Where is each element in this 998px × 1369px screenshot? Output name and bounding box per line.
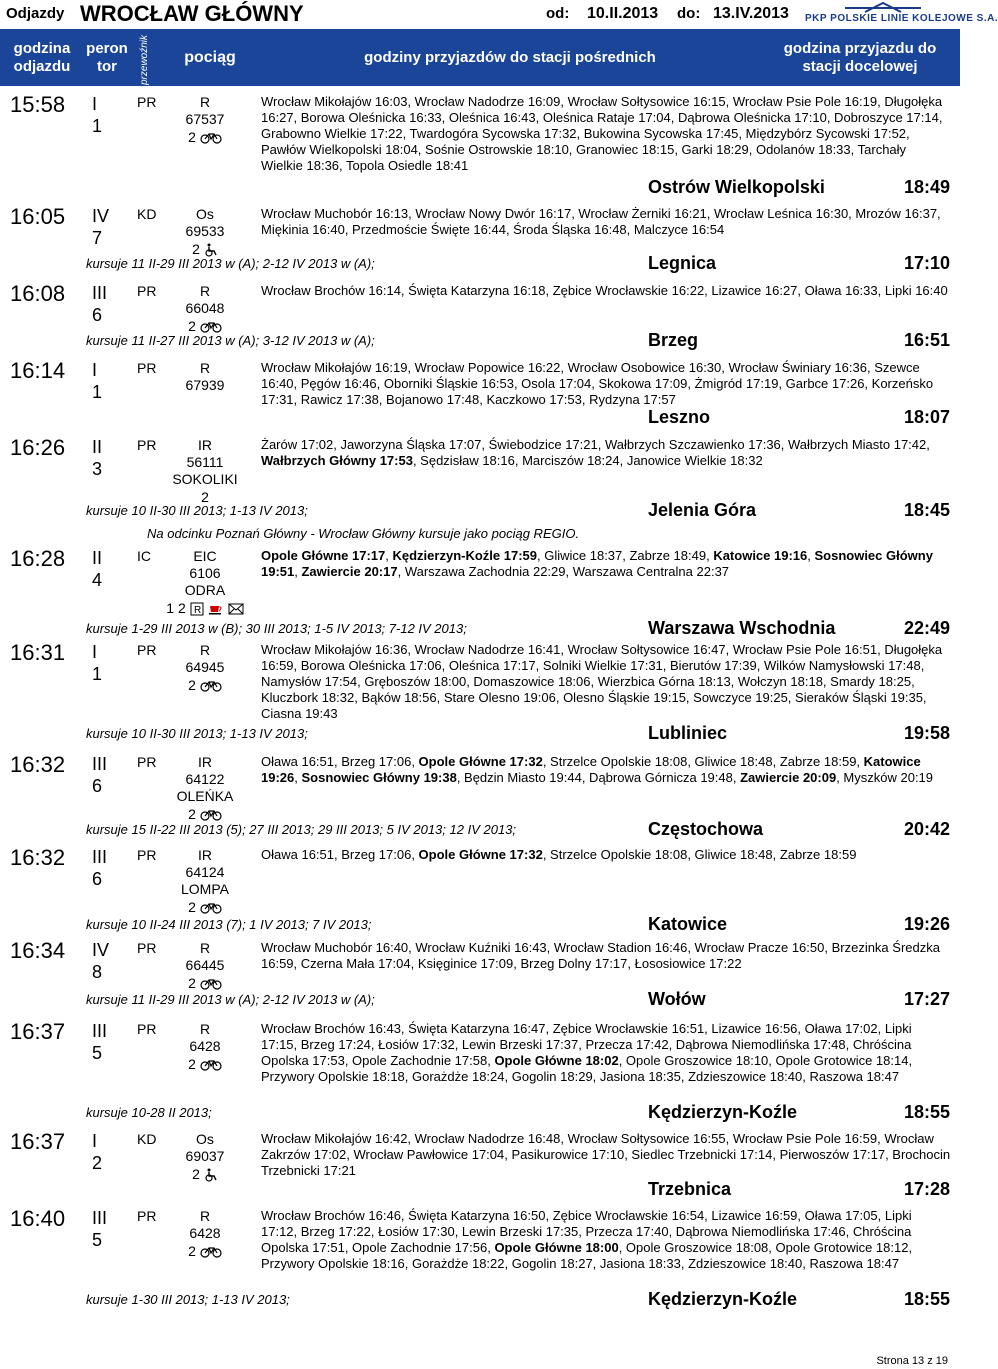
schedule-note: kursuje 10 II-30 III 2013; 1-13 IV 2013; xyxy=(86,503,308,518)
stop-segment: Wrocław Muchobór 16:13, Wrocław Nowy Dwór 16:17, Wrocław Żerniki 16:21, Wrocław Leśnica 16:30, Mrozów 16:37, Miękinia 16:40, Przedmoście Święte 16:44, Środa Śląska 16:48, Malczyce 16:54 xyxy=(261,206,941,237)
class-label: 2 xyxy=(188,899,196,915)
train-classes xyxy=(160,1166,250,1182)
platform-number: I xyxy=(92,1131,98,1151)
track-number: 5 xyxy=(92,1230,103,1250)
train-classes xyxy=(160,1056,250,1072)
class-label: 2 xyxy=(188,806,196,822)
stop-segment: Kędzierzyn-Koźle 17:59 xyxy=(392,548,537,563)
destination-station: Częstochowa xyxy=(648,819,764,839)
track-number: 2 xyxy=(92,1153,103,1173)
departure-time: 16:28 xyxy=(10,546,66,571)
platform-number: I xyxy=(92,642,98,662)
track-number: 7 xyxy=(92,228,103,248)
stop-segment: Opole Główne 17:32 xyxy=(418,754,543,769)
intermediate-stops xyxy=(261,548,951,580)
stop-segment: Zawiercie 20:09 xyxy=(740,770,837,785)
bicycle-icon xyxy=(200,1059,222,1071)
stop-segment: Wrocław Mikołajów 16:03, Wrocław Nadodrze 16:09, Wrocław Sołtysowice 16:15, Wrocław Psie Pole 16:19, Długołęka 16:27, Borowa Oleśnicka 16:33, Oleśnica 16:43, Oleśnica Rataje 17:04, Dąbrowa Oleśnicka 17:10, Dobroszyce 17:14, Grabowno Wielkie 17:22, Twardogóra Sycowska 17:32, Bukowina Sycowska 17:45, Międzybórz Sycowski 17:52, Pawłów Wielkopolski 18:04, Sośnie Ostrowskie 18:10, Granowiec 18:15, Garki 18:29, Odolanów 18:33, Tarchały Wielkie 18:36, Topola Osiedle 18:41 xyxy=(261,94,943,173)
stop-segment: , xyxy=(807,548,815,563)
platform-number: III xyxy=(92,1208,108,1228)
bicycle-icon xyxy=(200,680,222,692)
stop-segment: Wrocław Brochów 16:43, Święta Katarzyna 16:47, Zębice Wrocławskie 16:51, Lizawice 16:56, Oława 17:02, Lipki 17:15, Brzeg 17:24, Łosiów 17:32, Lewin Brzeski 17:37, Przecza 17:42, Dąbrowa Niemodlińska 17:48, Chróścina Opolska 17:53, Opole Zachodnie 17:58, xyxy=(261,1021,912,1068)
train-number: 6428 xyxy=(189,1038,221,1054)
stop-segment: , Opole Groszowice 18:10, Opole Grotowice 18:14, Przywory Opolskie 18:18, Gorażdże 18:24, Gogolin 18:29, Jasiona 18:35, Zdzieszowice 18:40, Raszowa 18:47 xyxy=(261,1053,913,1084)
track-number: 1 xyxy=(92,116,103,136)
train-category: R xyxy=(199,1208,211,1224)
arrival-time: 18:07 xyxy=(903,407,950,427)
stop-segment: Sosnowiec Główny 19:38 xyxy=(301,770,457,785)
bicycle-icon xyxy=(200,978,222,990)
platform-number: IV xyxy=(92,206,110,226)
header-departure-time: godzina odjazdu xyxy=(13,40,71,75)
arrival-time: 19:58 xyxy=(903,723,950,743)
arrival-time: 18:55 xyxy=(903,1102,950,1122)
stop-segment: , xyxy=(385,548,393,563)
carrier-code: PR xyxy=(137,940,157,956)
departure-time: 16:05 xyxy=(10,204,66,229)
track-number: 8 xyxy=(92,962,103,982)
train-category: R xyxy=(199,94,211,110)
class-label: 2 xyxy=(188,318,196,334)
track-number: 1 xyxy=(92,664,103,684)
departures-label: Odjazdy xyxy=(6,5,65,22)
train-number: 56111 xyxy=(186,454,224,470)
destination-station: Legnica xyxy=(648,253,717,273)
logo-text: PKP POLSKIE LINIE KOLEJOWE S.A. xyxy=(805,13,998,24)
train-number: 6428 xyxy=(189,1225,221,1241)
stop-segment: Wrocław Brochów 16:46, Święta Katarzyna 16:50, Zębice Wrocławskie 16:54, Lizawice 16:59, Oława 17:05, Lipki 17:12, Brzeg 17:22, Łosiów 17:30, Lewin Brzeski 17:35, Przecza 17:40, Dąbrowa Niemodlińska 17:46, Chróścina Opolska 17:51, Opole Zachodnie 17:56, xyxy=(261,1208,912,1255)
arrival-time: 17:28 xyxy=(903,1179,950,1199)
train-classes xyxy=(160,677,250,693)
destination-station: Trzebnica xyxy=(648,1179,732,1199)
class-label: 2 xyxy=(201,489,209,505)
stop-segment: Wrocław Muchobór 16:40, Wrocław Kuźniki 16:43, Wrocław Stadion 16:46, Wrocław Pracze 16:50, Brzezinka Średzka 16:59, Czerna Mała 17:04, Księginice 17:09, Brzeg Dolny 17:17, Łososiowice 17:22 xyxy=(261,940,940,971)
departure-time: 16:08 xyxy=(10,281,66,306)
schedule-note: kursuje 11 II-29 III 2013 w (A); 2-12 IV 2013 w (A); xyxy=(86,992,375,1007)
train-number: 64122 xyxy=(185,771,225,787)
carrier-code: PR xyxy=(137,437,157,453)
schedule-note: kursuje 10-28 II 2013; xyxy=(86,1105,212,1120)
platform-number: III xyxy=(92,283,108,303)
departure-time: 16:31 xyxy=(10,640,66,665)
bicycle-icon xyxy=(200,809,222,821)
arrival-time: 18:55 xyxy=(903,1289,950,1309)
carrier-code: IC xyxy=(137,548,151,564)
header-carrier: przewoźnik xyxy=(139,34,150,85)
arrival-time: 18:49 xyxy=(903,177,950,197)
class-label: 2 xyxy=(188,677,196,693)
train-classes xyxy=(160,600,250,616)
train-category: R xyxy=(199,1021,211,1037)
track-number: 5 xyxy=(92,1043,103,1063)
destination-station: Wołów xyxy=(648,989,706,1009)
train-classes xyxy=(160,806,250,822)
platform-number: I xyxy=(92,94,98,114)
platform-number: II xyxy=(92,437,103,457)
arrival-time: 16:51 xyxy=(903,330,950,350)
intermediate-stops xyxy=(261,1208,951,1272)
carrier-code: PR xyxy=(137,847,157,863)
to-date: 13.IV.2013 xyxy=(713,5,789,22)
carrier-code: PR xyxy=(137,1208,157,1224)
platform-number: III xyxy=(92,754,108,774)
schedule-note: kursuje 10 II-24 III 2013 (7); 1 IV 2013; 7 IV 2013; xyxy=(86,917,372,932)
intermediate-stops xyxy=(261,847,951,863)
schedule-note: kursuje 15 II-22 III 2013 (5); 27 III 2013; 29 III 2013; 5 IV 2013; 12 IV 2013; xyxy=(86,822,517,837)
track-number: 3 xyxy=(92,459,103,479)
train-category: R xyxy=(199,360,211,376)
intermediate-stops xyxy=(261,1131,951,1179)
departure-time: 16:34 xyxy=(10,938,66,963)
train-category: R xyxy=(199,283,211,299)
train-classes xyxy=(160,129,250,145)
stop-segment: Oława 16:51, Brzeg 17:06, xyxy=(261,847,419,862)
train-classes xyxy=(160,899,250,915)
top-bar xyxy=(0,0,998,28)
stop-segment: Opole Główne 17:32 xyxy=(418,847,543,862)
stop-segment: Katowice 19:16 xyxy=(713,548,808,563)
platform-number: I xyxy=(92,360,98,380)
page-number: Strona 13 z 19 xyxy=(876,1355,948,1367)
schedule-note: kursuje 11 II-29 III 2013 w (A); 2-12 IV 2013 w (A); xyxy=(86,256,375,271)
carrier-code: PR xyxy=(137,283,157,299)
destination-station: Katowice xyxy=(648,914,728,934)
train-number: 69037 xyxy=(185,1148,225,1164)
platform-number: IV xyxy=(92,940,110,960)
stop-segment: Wrocław Mikołajów 16:42, Wrocław Nadodrze 16:48, Wrocław Sołtysowice 16:55, Wrocław Psie Pole 16:59, Wrocław Zakrzów 17:02, Wrocław Pawłowice 17:04, Pasikurowice 17:10, Siedlec Trzebnicki 17:14, Pierwoszów 17:17, Brochocin Trzebnicki 17:21 xyxy=(261,1131,951,1178)
platform-number: III xyxy=(92,847,108,867)
schedule-note: kursuje 11 II-27 III 2013 w (A); 3-12 IV 2013 w (A); xyxy=(86,333,375,348)
svg-text:R: R xyxy=(193,605,201,617)
train-name: SOKOLIKI xyxy=(172,471,238,487)
intermediate-stops xyxy=(261,1021,951,1085)
departure-time: 15:58 xyxy=(10,92,66,117)
schedule-note: kursuje 10 II-30 III 2013; 1-13 IV 2013; xyxy=(86,726,308,741)
train-classes xyxy=(160,241,250,257)
train-number: 6106 xyxy=(189,565,221,581)
train-number: 66445 xyxy=(185,957,225,973)
stop-segment: , Strzelce Opolskie 18:08, Gliwice 18:48, Zabrze 18:59, xyxy=(542,754,864,769)
track-number: 6 xyxy=(92,305,103,325)
intermediate-stops xyxy=(261,940,951,972)
stop-segment: Sosnowiec Główny 19:51 xyxy=(261,548,933,579)
stop-segment: Wrocław Mikołajów 16:19, Wrocław Popowice 16:22, Wrocław Osobowice 16:30, Wrocław Świniary 16:36, Szewce 16:40, Pęgów 16:46, Oborniki Śląskie 16:53, Osola 17:04, Skokowa 17:09, Żmigród 17:19, Garbce 17:26, Korzeńsko 17:31, Rawicz 17:38, Bojanowo 17:48, Kaczkowo 17:53, Rydzyna 17:57 xyxy=(261,360,934,407)
arrival-time: 17:27 xyxy=(903,989,950,1009)
stop-segment: Zawiercie 20:17 xyxy=(301,564,398,579)
departure-time: 16:14 xyxy=(10,358,66,383)
carrier-code: PR xyxy=(137,94,157,110)
train-number: 64124 xyxy=(185,864,225,880)
carrier-code: PR xyxy=(137,1021,157,1037)
track-number: 6 xyxy=(92,869,103,889)
destination-station: Lubliniec xyxy=(648,723,728,743)
intermediate-stops xyxy=(261,206,951,238)
train-name: ODRA xyxy=(184,582,226,598)
stop-segment: Wrocław Mikołajów 16:36, Wrocław Nadodrze 16:41, Wrocław Sołtysowice 16:47, Wrocław Psie Pole 16:51, Długołęka 16:59, Borowa Oleśnicka 17:06, Oleśnica 17:17, Solniki Wielkie 17:31, Bierutów 17:39, Wilków Namysłowski 17:48, Namysłów 17:54, Gręboszów 18:00, Domaszowice 18:06, Wierzbica Górna 18:13, Wołczyn 18:18, Smardy 18:25, Kluczbork 18:32, Bąków 18:56, Stare Olesno 19:06, Olesno Śląskie 19:15, Sowczyce 19:25, Sieraków Śląski 19:35, Ciasna 19:43 xyxy=(261,642,943,721)
bicycle-icon xyxy=(200,1246,222,1258)
intermediate-stops xyxy=(261,360,951,408)
mail-icon xyxy=(228,603,244,615)
stop-segment: , Sędzisław 18:16, Marciszów 18:24, Janowice Wielkie 18:32 xyxy=(412,453,763,468)
header-platform: peron tor xyxy=(86,40,128,75)
from-label: od: xyxy=(546,5,570,22)
stop-segment: , Strzelce Opolskie 18:08, Gliwice 18:48, Zabrze 18:59 xyxy=(542,847,857,862)
train-number: 66048 xyxy=(185,300,225,316)
class-label: 2 xyxy=(188,129,196,145)
pkp-logo xyxy=(805,2,998,28)
train-name: OLEŃKA xyxy=(176,788,234,804)
intermediate-stops xyxy=(261,283,951,299)
train-category: IR xyxy=(198,847,212,863)
arrival-time: 17:10 xyxy=(903,253,950,273)
reservation-icon xyxy=(190,602,204,616)
table-header xyxy=(0,29,960,86)
carrier-code: KD xyxy=(137,1131,157,1147)
train-category: R xyxy=(199,642,211,658)
stop-segment: , Warszawa Zachodnia 22:29, Warszawa Centralna 22:37 xyxy=(397,564,730,579)
track-number: 1 xyxy=(92,382,103,402)
arrival-time: 19:26 xyxy=(903,914,950,934)
departure-time: 16:32 xyxy=(10,752,66,777)
track-number: 4 xyxy=(92,570,103,590)
train-classes xyxy=(160,318,250,334)
track-number: 6 xyxy=(92,776,103,796)
intermediate-stops xyxy=(261,642,951,722)
carrier-code: PR xyxy=(137,754,157,770)
arrival-time: 22:49 xyxy=(903,618,950,638)
arrival-time: 20:42 xyxy=(903,819,950,839)
header-train: pociąg xyxy=(184,49,236,66)
stop-segment: Opole Główne 17:17 xyxy=(261,548,386,563)
bicycle-icon xyxy=(200,902,222,914)
stop-segment: Żarów 17:02, Jaworzyna Śląska 17:07, Świebodzice 17:21, Wałbrzych Szczawienko 17:36, Wałbrzych Miasto 17:42, xyxy=(261,437,930,452)
destination-station: Kędzierzyn-Koźle xyxy=(648,1289,798,1309)
train-category: EIC xyxy=(193,548,217,564)
stop-segment: Wałbrzych Główny 17:53 xyxy=(261,453,413,468)
stop-segment: Wrocław Brochów 16:14, Święta Katarzyna 16:18, Zębice Wrocławskie 16:22, Lizawice 16:27, Oława 16:33, Lipki 16:40 xyxy=(261,283,948,298)
intermediate-stops xyxy=(261,94,951,174)
stop-segment: , Opole Groszowice 18:08, Opole Grotowice 18:12, Przywory Opolskie 18:16, Gorażdże 18:22, Gogolin 18:27, Jasiona 18:33, Zdzieszowice 18:40, Raszowa 18:47 xyxy=(261,1240,913,1271)
stop-segment: , Będzin Miasto 19:44, Dąbrowa Górnicza 19:48, xyxy=(456,770,741,785)
header-final-arrival: godzina przyjazdu do stacji docelowej xyxy=(783,40,937,75)
train-name: LOMPA xyxy=(181,881,229,897)
stop-segment: Opole Główne 18:00 xyxy=(494,1240,619,1255)
schedule-note: kursuje 1-30 III 2013; 1-13 IV 2013; xyxy=(86,1292,290,1307)
wheelchair-icon xyxy=(204,1168,218,1182)
class-label: 2 xyxy=(188,1056,196,1072)
train-category: IR xyxy=(198,437,212,453)
destination-station: Ostrów Wielkopolski xyxy=(648,177,825,197)
train-category: Os xyxy=(196,206,214,222)
destination-station: Brzeg xyxy=(648,330,699,350)
station-name: WROCŁAW GŁÓWNY xyxy=(80,1,304,26)
stop-segment: , xyxy=(294,770,302,785)
departure-time: 16:32 xyxy=(10,845,66,870)
stop-segment: , Myszków 20:19 xyxy=(836,770,934,785)
stop-segment: Opole Główne 18:02 xyxy=(494,1053,619,1068)
carrier-code: PR xyxy=(137,642,157,658)
stop-segment: Katowice 19:26 xyxy=(261,754,921,785)
train-number: 69533 xyxy=(185,223,225,239)
class-label: 2 xyxy=(192,241,200,257)
class-label: 2 xyxy=(192,1166,200,1182)
train-category: Os xyxy=(196,1131,214,1147)
class-label: 2 xyxy=(188,1243,196,1259)
carrier-code: PR xyxy=(137,360,157,376)
train-category: R xyxy=(199,940,211,956)
class-label: 1 2 xyxy=(166,600,186,616)
carrier-code: KD xyxy=(137,206,157,222)
train-classes xyxy=(160,975,250,991)
coffee-icon xyxy=(208,603,224,615)
departure-time: 16:40 xyxy=(10,1206,66,1231)
bicycle-icon xyxy=(200,321,222,333)
stop-segment: , Gliwice 18:37, Zabrze 18:49, xyxy=(537,548,714,563)
intermediate-stops xyxy=(261,437,951,469)
intermediate-stops xyxy=(261,754,951,786)
departure-time: 16:26 xyxy=(10,435,66,460)
to-label: do: xyxy=(677,5,701,22)
bicycle-icon xyxy=(200,132,222,144)
class-label: 2 xyxy=(188,975,196,991)
arrival-time: 18:45 xyxy=(903,500,950,520)
schedule-note: kursuje 1-29 III 2013 w (B); 30 III 2013; 1-5 IV 2013; 7-12 IV 2013; xyxy=(86,621,467,636)
train-number: 67537 xyxy=(185,111,225,127)
from-date: 10.II.2013 xyxy=(587,5,659,22)
destination-station: Leszno xyxy=(648,407,711,427)
train-number: 64945 xyxy=(185,659,225,675)
platform-number: III xyxy=(92,1021,108,1041)
stop-segment: , xyxy=(294,564,302,579)
destination-station: Warszawa Wschodnia xyxy=(648,618,836,638)
train-category: IR xyxy=(198,754,212,770)
route-note: Na odcinku Poznań Główny - Wrocław Główny kursuje jako pociąg REGIO. xyxy=(147,526,580,541)
train-number: 67939 xyxy=(185,377,225,393)
train-classes xyxy=(160,1243,250,1259)
header-intermediate: godziny przyjazdów do stacji pośrednich xyxy=(364,49,656,66)
stop-segment: Oława 16:51, Brzeg 17:06, xyxy=(261,754,419,769)
departure-time: 16:37 xyxy=(10,1129,66,1154)
destination-station: Jelenia Góra xyxy=(648,500,757,520)
departure-time: 16:37 xyxy=(10,1019,66,1044)
platform-number: II xyxy=(92,548,103,568)
destination-station: Kędzierzyn-Koźle xyxy=(648,1102,798,1122)
